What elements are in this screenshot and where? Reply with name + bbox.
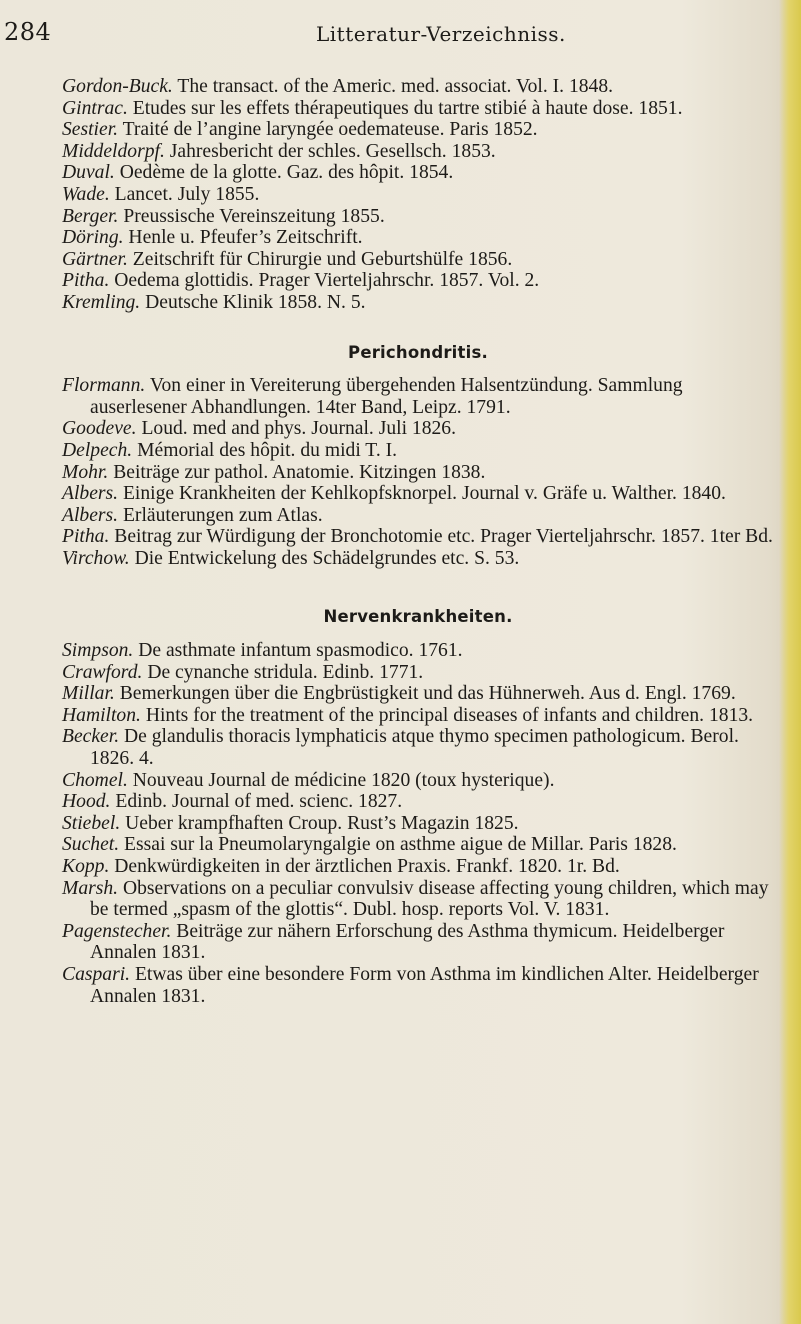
reference-entry xyxy=(62,270,774,292)
reference-text: Beiträge zur pathol. Anatomie. Kitzingen 1838. xyxy=(113,461,486,483)
reference-list-nervenkrankheiten xyxy=(62,640,774,1007)
reference-author: Albers. xyxy=(62,483,119,505)
reference-text: Ueber krampfhaften Croup. Rust’s Magazin 1825. xyxy=(125,812,519,834)
reference-author: Middeldorpf. xyxy=(62,140,165,162)
reference-list-perichondritis xyxy=(62,375,774,569)
reference-author: Delpech. xyxy=(62,439,133,461)
reference-entry xyxy=(62,791,774,813)
reference-entry xyxy=(62,834,774,856)
reference-entry xyxy=(62,505,774,527)
reference-entry xyxy=(62,141,774,163)
reference-text: Nouveau Journal de médicine 1820 (toux hysterique). xyxy=(132,769,555,791)
reference-entry xyxy=(62,292,774,314)
reference-author: Stiebel. xyxy=(62,812,121,834)
reference-entry xyxy=(62,98,774,120)
section-heading-perichondritis: Perichondritis. xyxy=(348,342,488,362)
reference-text: Bemerkungen über die Engbrüstigkeit und das Hühnerweh. Aus d. Engl. 1769. xyxy=(119,683,736,705)
reference-entry xyxy=(62,878,774,921)
reference-author: Kopp. xyxy=(62,856,110,877)
reference-entry xyxy=(62,526,774,548)
reference-entry xyxy=(62,640,774,662)
reference-text: Observations on a peculiar convulsiv disease affecting young children, which may be termed „spasm of the glottis“. Dubl. hosp. reports Vol. V. 1831. xyxy=(90,877,769,921)
page-edge xyxy=(779,0,801,1324)
reference-author: Gintrac. xyxy=(62,97,128,119)
reference-author: Marsh. xyxy=(62,877,119,899)
reference-author: Goodeve. xyxy=(62,418,137,440)
reference-entry xyxy=(62,726,774,769)
reference-author: Chomel. xyxy=(62,769,128,791)
reference-author: Millar. xyxy=(62,683,115,705)
reference-author: Wade. xyxy=(62,183,110,205)
reference-text: De cynanche stridula. Edinb. 1771. xyxy=(147,661,424,683)
reference-entry xyxy=(62,162,774,184)
reference-entry xyxy=(62,921,774,964)
reference-author: Becker. xyxy=(62,726,120,748)
reference-text: Hints for the treatment of the principal diseases of infants and children. 1813. xyxy=(145,704,754,726)
reference-text: Denkwürdigkeiten in der ärztlichen Praxis. Frankf. 1820. 1r. Bd. xyxy=(114,856,620,877)
reference-entry xyxy=(62,705,774,727)
reference-author: Berger. xyxy=(62,205,119,227)
reference-text: Beiträge zur nähern Erforschung des Asthma thymicum. Heidelberger Annalen 1831. xyxy=(90,920,725,964)
reference-entry xyxy=(62,683,774,705)
reference-author: Hamilton. xyxy=(62,704,141,726)
reference-text: Einige Krankheiten der Kehlkopfsknorpel. Journal v. Gräfe u. Walther. 1840. xyxy=(122,483,726,505)
reference-text: Beitrag zur Würdigung der Bronchotomie etc. Prager Vierteljahrschr. 1857. 1ter Bd. xyxy=(114,526,773,548)
reference-entry xyxy=(62,770,774,792)
reference-text: Zeitschrift für Chirurgie und Geburtshülfe 1856. xyxy=(132,248,513,270)
reference-text: Lancet. July 1855. xyxy=(114,183,260,205)
reference-entry xyxy=(62,462,774,484)
reference-text: Erläuterungen zum Atlas. xyxy=(122,504,323,526)
reference-text: Etwas über eine besondere Form von Asthma im kindlichen Alter. Heidelberger Annalen 1831. xyxy=(90,963,759,1007)
reference-author: Gärtner. xyxy=(62,248,128,270)
reference-entry xyxy=(62,964,774,1007)
reference-author: Sestier. xyxy=(62,119,119,141)
reference-author: Duval. xyxy=(62,162,115,184)
reference-author: Pitha. xyxy=(62,526,110,548)
reference-text: Essai sur la Pneumolaryngalgie on asthme aigue de Millar. Paris 1828. xyxy=(124,834,677,856)
reference-author: Suchet. xyxy=(62,834,120,856)
reference-entry xyxy=(62,375,774,418)
running-title: Litteratur-Verzeichniss. xyxy=(316,22,566,46)
bibliography xyxy=(62,76,774,1007)
reference-text: De asthmate infantum spasmodico. 1761. xyxy=(138,640,463,662)
reference-entry xyxy=(62,76,774,98)
reference-entry xyxy=(62,227,774,249)
reference-entry xyxy=(62,249,774,271)
reference-author: Crawford. xyxy=(62,661,143,683)
reference-text: Jahresbericht der schles. Gesellsch. 1853. xyxy=(169,140,496,162)
reference-text: Preussische Vereinszeitung 1855. xyxy=(123,205,385,227)
reference-text: Deutsche Klinik 1858. N. 5. xyxy=(145,291,366,313)
page-number: 284 xyxy=(4,18,52,46)
reference-author: Flormann. xyxy=(62,375,146,397)
reference-author: Caspari. xyxy=(62,963,131,985)
reference-author: Mohr. xyxy=(62,461,109,483)
reference-author: Simpson. xyxy=(62,640,134,662)
reference-entry xyxy=(62,483,774,505)
reference-text: Henle u. Pfeufer’s Zeitschrift. xyxy=(128,227,363,249)
reference-text: Von einer in Vereiterung übergehenden Halsentzündung. Sammlung auserlesener Abhandlungen. 14ter Band, Leipz. 1791. xyxy=(90,375,683,418)
reference-author: Pitha. xyxy=(62,270,110,292)
reference-text: De glandulis thoracis lymphaticis atque thymo specimen pathologicum. Berol. 1826. 4. xyxy=(90,726,739,770)
reference-text: The transact. of the Americ. med. associat. Vol. I. 1848. xyxy=(177,76,614,97)
reference-text: Traité de l’angine laryngée oedemateuse. Paris 1852. xyxy=(122,119,538,141)
reference-author: Hood. xyxy=(62,791,111,813)
reference-text: Etudes sur les effets thérapeutiques du tartre stibié à haute dose. 1851. xyxy=(132,97,683,119)
reference-entry xyxy=(62,856,774,878)
reference-list-laryngeal-oedema xyxy=(62,76,774,314)
reference-text: Edinb. Journal of med. scienc. 1827. xyxy=(115,791,403,813)
reference-author: Pagenstecher. xyxy=(62,920,172,942)
reference-entry xyxy=(62,206,774,228)
section-heading-nervenkrankheiten: Nervenkrankheiten. xyxy=(323,607,513,627)
reference-entry xyxy=(62,548,774,570)
reference-author: Albers. xyxy=(62,504,119,526)
reference-author: Gordon-Buck. xyxy=(62,76,173,97)
reference-entry xyxy=(62,813,774,835)
reference-entry xyxy=(62,119,774,141)
reference-author: Döring. xyxy=(62,227,124,249)
reference-text: Loud. med and phys. Journal. Juli 1826. xyxy=(141,418,456,440)
page-header xyxy=(0,14,801,50)
reference-entry xyxy=(62,662,774,684)
reference-author: Virchow. xyxy=(62,547,130,569)
reference-author: Kremling. xyxy=(62,291,141,313)
reference-text: Mémorial des hôpit. du midi T. I. xyxy=(137,439,398,461)
reference-text: Die Entwickelung des Schädelgrundes etc. S. 53. xyxy=(134,547,520,569)
reference-entry xyxy=(62,440,774,462)
reference-text: Oedema glottidis. Prager Vierteljahrschr. 1857. Vol. 2. xyxy=(114,270,540,292)
reference-entry xyxy=(62,184,774,206)
reference-text: Oedème de la glotte. Gaz. des hôpit. 1854. xyxy=(119,162,454,184)
reference-entry xyxy=(62,418,774,440)
